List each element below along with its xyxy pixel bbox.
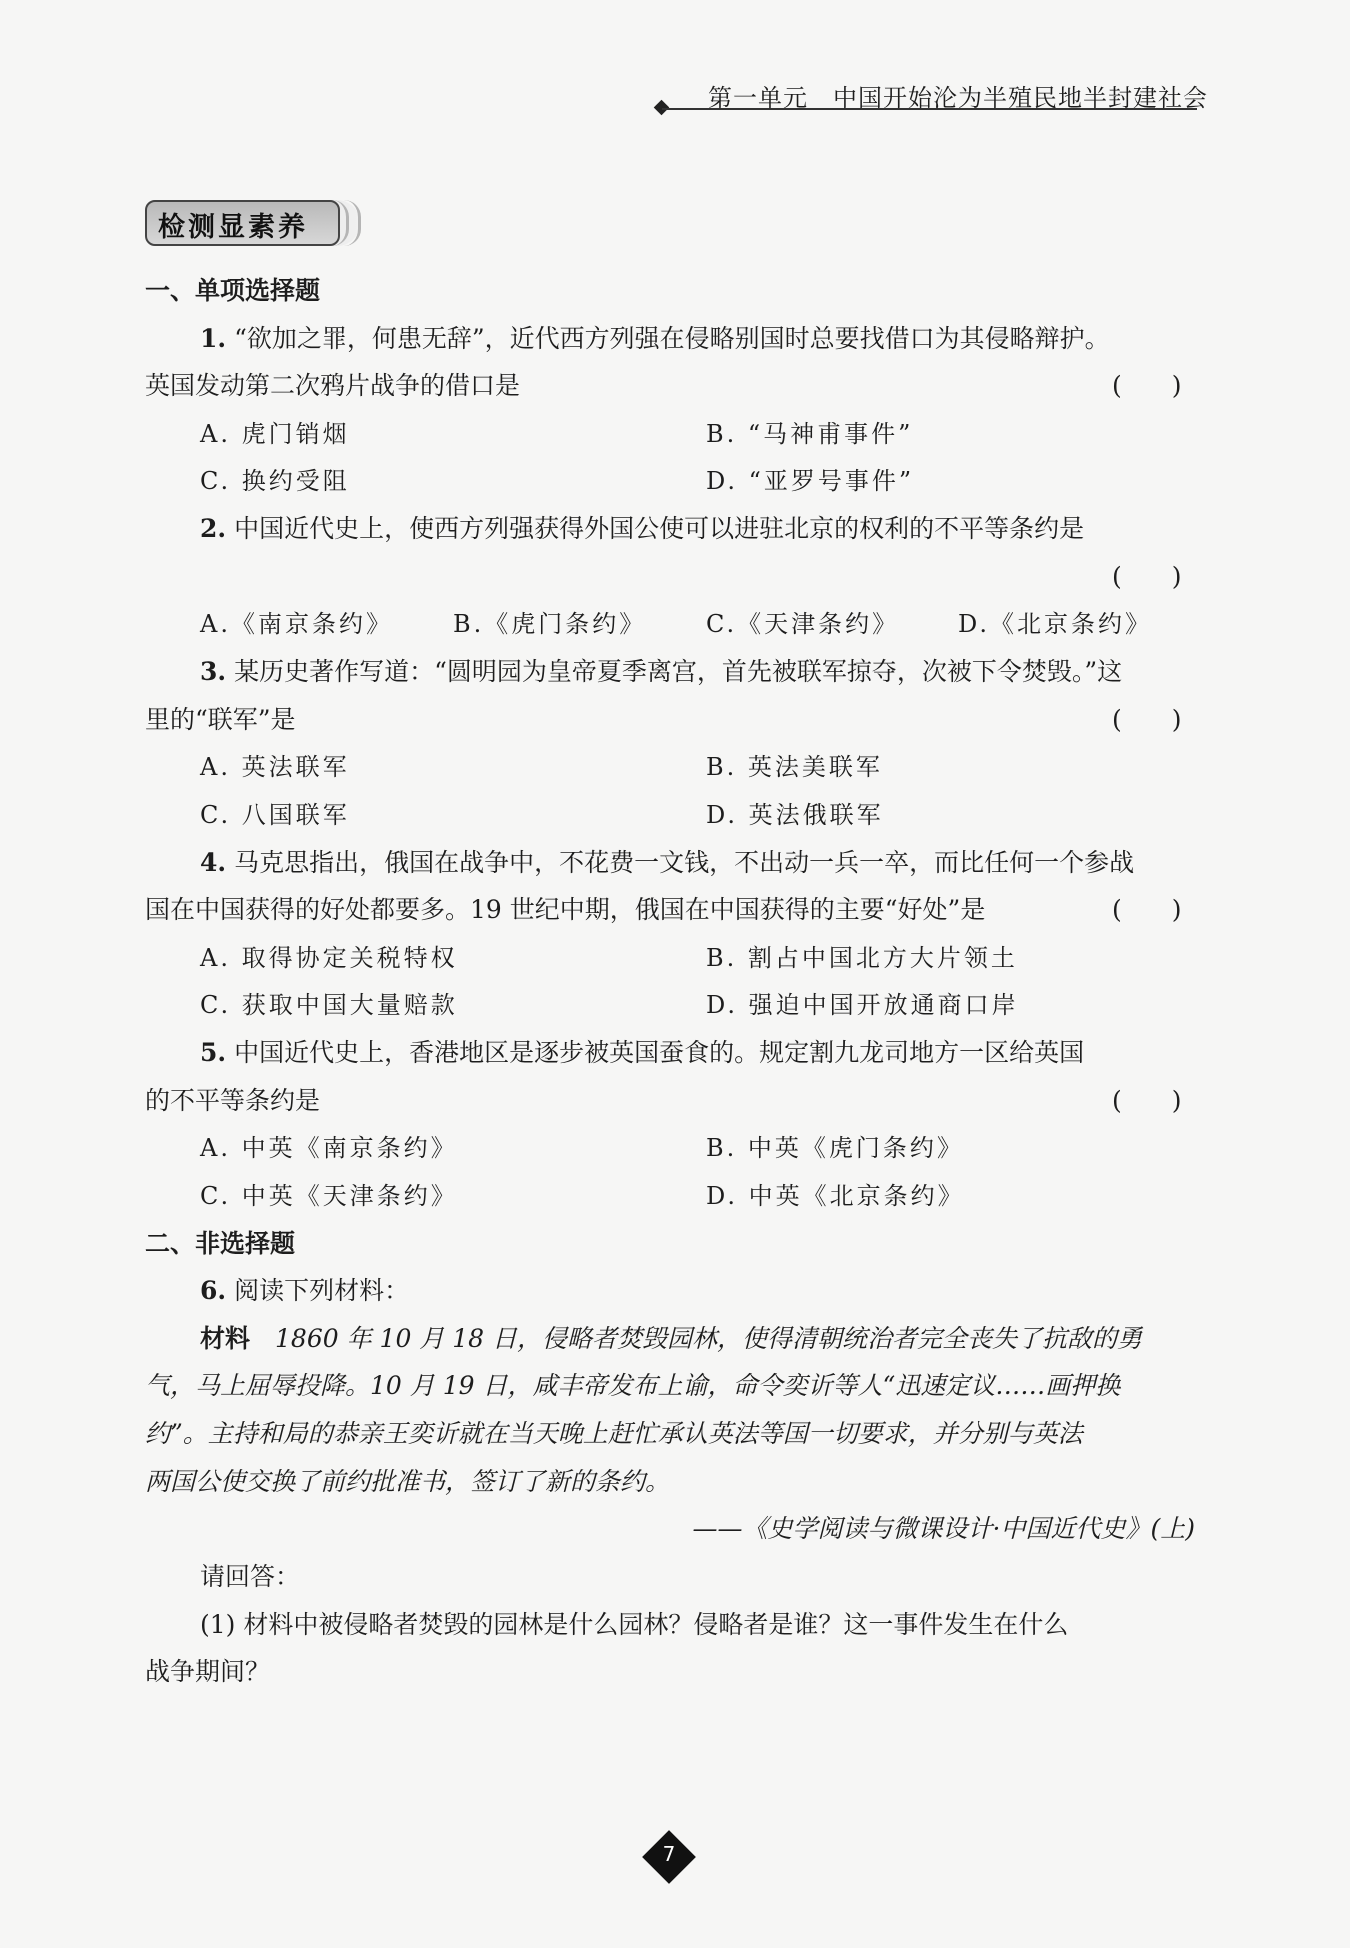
question-number: 4. bbox=[200, 848, 227, 877]
option-b[interactable]: B. 割占中国北方大片领土 bbox=[706, 944, 1018, 972]
part2-heading: 二、非选择题 bbox=[145, 1229, 296, 1258]
question-5-line2: 的不平等条约是 bbox=[145, 1086, 321, 1115]
option-c[interactable]: C. 八国联军 bbox=[200, 801, 350, 829]
option-b[interactable]: B. 英法美联军 bbox=[706, 753, 883, 781]
subquestion-1-line2: 战争期间？ bbox=[145, 1657, 271, 1686]
question-number: 2. bbox=[200, 514, 227, 543]
option-c[interactable]: C. 换约受阻 bbox=[200, 467, 350, 495]
answer-blank[interactable]: ( ) bbox=[1112, 1086, 1182, 1115]
answer-blank[interactable]: ( ) bbox=[1112, 371, 1182, 400]
answer-blank[interactable]: ( ) bbox=[1112, 562, 1182, 591]
question-1-text bbox=[200, 322, 1110, 356]
question-5-line1: 中国近代史上，香港地区是逐步被英国蚕食的。规定割九龙司地方一区给英国 bbox=[234, 1038, 1085, 1067]
option-a[interactable]: A. 英法联军 bbox=[200, 753, 350, 781]
option-c[interactable]: C. 中英《天津条约》 bbox=[200, 1182, 458, 1210]
option-d[interactable]: D. 强迫中国开放通商口岸 bbox=[706, 991, 1019, 1019]
question-2-line1: 中国近代史上，使西方列强获得外国公使可以进驻北京的权利的不平等条约是 bbox=[234, 514, 1085, 543]
option-b[interactable]: B. 中英《虎门条约》 bbox=[706, 1134, 964, 1162]
question-number: 3. bbox=[200, 657, 227, 686]
question-3-line1: 某历史著作写道：“圆明园为皇帝夏季离宫，首先被联军掠夺，次被下令焚毁。”这 bbox=[234, 657, 1123, 686]
option-a[interactable]: A.《南京条约》 bbox=[200, 610, 393, 638]
answer-blank[interactable]: ( ) bbox=[1112, 895, 1182, 924]
material-source: ——《史学阅读与微课设计·中国近代史》(上) bbox=[692, 1514, 1195, 1543]
question-2-text bbox=[200, 512, 1084, 546]
question-number: 1. bbox=[200, 324, 227, 353]
question-1-line2: 英国发动第二次鸦片战争的借口是 bbox=[145, 371, 521, 400]
material-line-4: 两国公使交换了前约批准书，签订了新的条约。 bbox=[145, 1467, 671, 1496]
unit-title: 第一单元 中国开始沦为半殖民地半封建社会 bbox=[708, 84, 1208, 112]
question-6-intro: 阅读下列材料： bbox=[234, 1276, 410, 1305]
question-5-text bbox=[200, 1036, 1084, 1070]
answer-blank[interactable]: ( ) bbox=[1112, 705, 1182, 734]
material-line-2: 气，马上屈辱投降。10 月 19 日，咸丰帝发布上谕，命令奕䜣等人“迅速定议……画押换 bbox=[145, 1371, 1121, 1400]
question-1-line1: “欲加之罪，何患无辞”，近代西方列强在侵略别国时总要找借口为其侵略辩护。 bbox=[234, 324, 1110, 353]
question-number: 6. bbox=[200, 1276, 227, 1305]
question-4-line2: 国在中国获得的好处都要多。19 世纪中期，俄国在中国获得的主要“好处”是 bbox=[145, 895, 986, 924]
question-4-text bbox=[200, 846, 1134, 880]
option-d[interactable]: D. 中英《北京条约》 bbox=[706, 1182, 965, 1210]
part1-heading: 一、单项选择题 bbox=[145, 276, 321, 305]
option-c[interactable]: C. 获取中国大量赔款 bbox=[200, 991, 458, 1019]
material-line-3: 约”。主持和局的恭亲王奕䜣就在当天晚上赶忙承认英法等国一切要求，并分别与英法 bbox=[145, 1419, 1083, 1448]
option-a[interactable]: A. 中英《南京条约》 bbox=[200, 1134, 458, 1162]
question-3-line2: 里的“联军”是 bbox=[145, 705, 296, 734]
answer-prompt: 请回答： bbox=[200, 1562, 301, 1591]
material-line-1: 材料 1860 年 10 月 18 日，侵略者焚毁园林，使得清朝统治者完全丧失了抗敌的勇 bbox=[200, 1324, 1143, 1353]
badge-ring-decoration bbox=[344, 200, 361, 246]
question-number: 5. bbox=[200, 1038, 227, 1067]
question-4-line1: 马克思指出，俄国在战争中，不花费一文钱，不出动一兵一卒，而比任何一个参战 bbox=[234, 848, 1135, 877]
option-d[interactable]: D.《北京条约》 bbox=[958, 610, 1153, 638]
section-badge-label: 检测显素养 bbox=[158, 212, 308, 243]
option-d[interactable]: D. 英法俄联军 bbox=[706, 801, 884, 829]
subquestion-1-line1: (1) 材料中被侵略者焚毁的园林是什么园林？侵略者是谁？这一事件发生在什么 bbox=[200, 1610, 1069, 1639]
question-3-text bbox=[200, 655, 1122, 689]
page-number: 7 bbox=[662, 1842, 676, 1866]
question-6-text bbox=[200, 1274, 409, 1308]
option-d[interactable]: D. “亚罗号事件” bbox=[706, 467, 915, 495]
option-a[interactable]: A. 虎门销烟 bbox=[200, 420, 350, 448]
option-b[interactable]: B. “马神甫事件” bbox=[706, 420, 914, 448]
material-label: 材料 bbox=[200, 1324, 251, 1353]
option-a[interactable]: A. 取得协定关税特权 bbox=[200, 944, 458, 972]
option-b[interactable]: B.《虎门条约》 bbox=[453, 610, 647, 638]
option-c[interactable]: C.《天津条约》 bbox=[706, 610, 900, 638]
